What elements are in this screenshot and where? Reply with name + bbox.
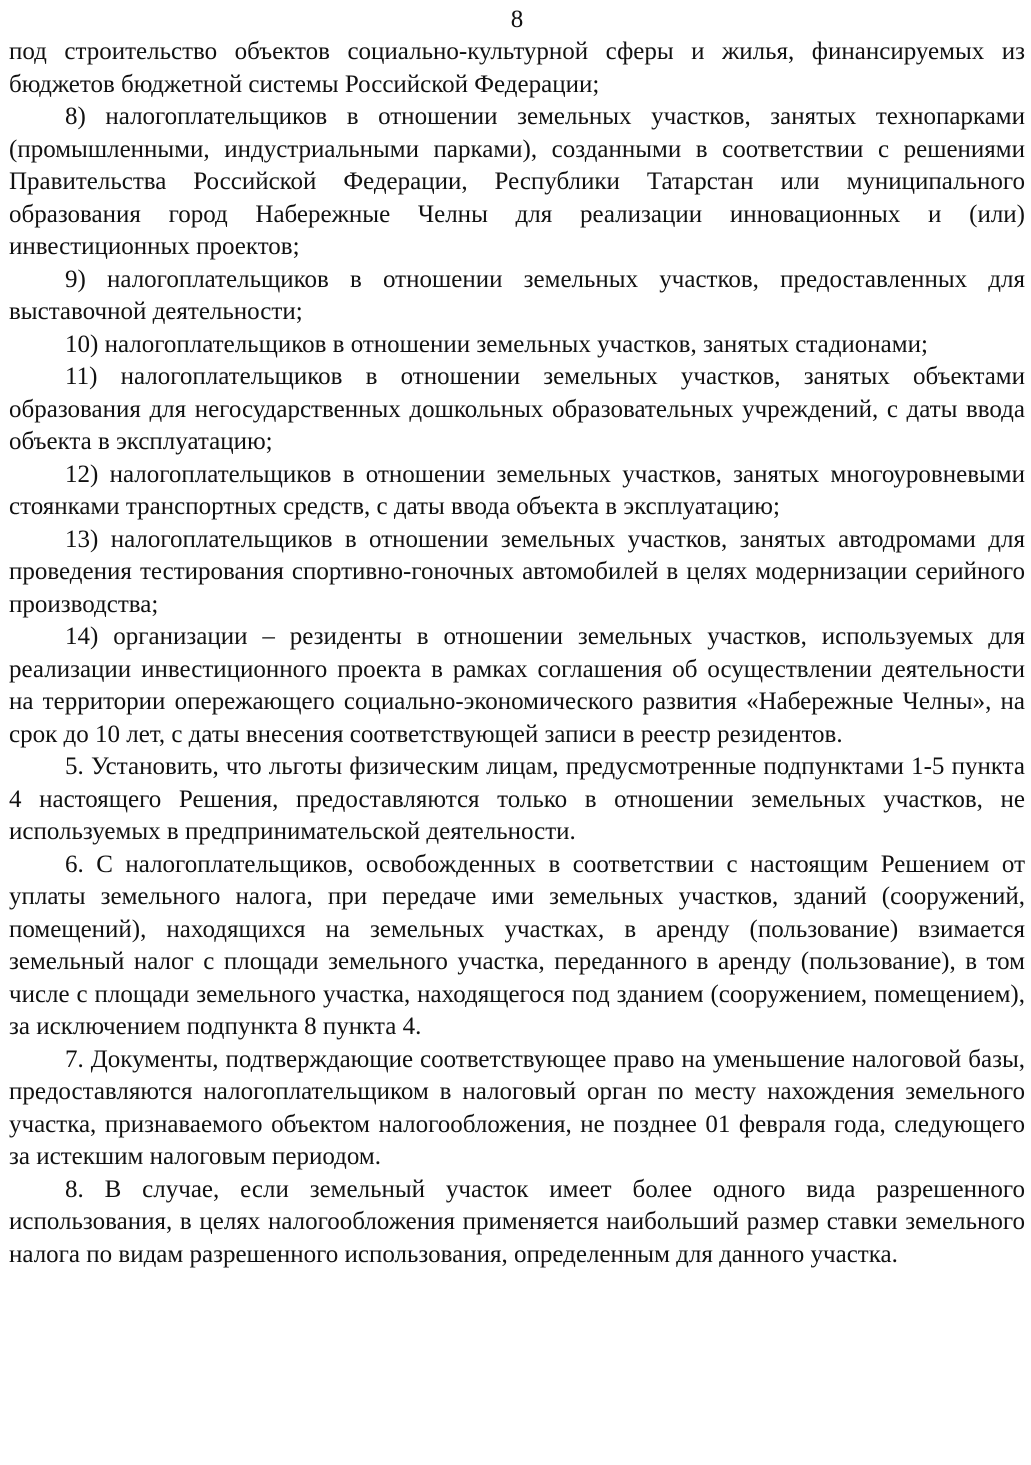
document-page [9,4,1025,1271]
page-number: 8 [510,6,524,33]
paragraph-section-6: 6. С налогоплательщиков, освобожденных в соответствии с настоящим Решением от уплаты земельного налога, при передаче ими земельных участков, зданий (сооружений, помещений), находящихся на земельных участках, в аренду (пользование) взимается земельный налог с площади земельного участка, переданного в аренду (пользование), в том числе с площади земельного участка, находящегося под зданием (сооружением, помещением), за исключением подпункта 8 пункта 4. [9,850,1025,1040]
paragraph-section-8: 8. В случае, если земельный участок имеет более одного вида разрешенного использования, в целях налогообложения применяется наибольший размер ставки земельного налога по видам разрешенного использования, определенным для данного участка. [9,1175,1025,1268]
paragraph-item-13: 13) налогоплательщиков в отношении земельных участков, занятых автодромами для проведения тестирования спортивно-гоночных автомобилей в целях модернизации серийного производства; [9,525,1025,618]
paragraph-item-9: 9) налогоплательщиков в отношении земельных участков, предоставленных для выставочной деятельности; [9,265,1025,325]
paragraph-item-8: 8) налогоплательщиков в отношении земельных участков, занятых технопарками (промышленными, индустриальными парками), созданными в соответствии с решениями Правительства Российской Федерации, Республики Татарстан или муниципального образования город Набережные Челны для реализации инновационных и (или) инвестиционных проектов; [9,103,1025,260]
paragraph-section-5: 5. Установить, что льготы физическим лицам, предусмотренные подпунктами 1-5 пункта 4 настоящего Решения, предоставляются только в отношении земельных участков, не используемых в предпринимательской деятельности. [9,753,1025,845]
paragraph-item-14: 14) организации – резиденты в отношении земельных участков, используемых для реализации инвестиционного проекта в рамках соглашения об осуществлении деятельности на территории опережающего социально-экономического развития «Набережные Челны», на срок до 10 лет, с даты внесения соответствующей записи в реестр резидентов. [9,623,1025,748]
paragraph-continuation: под строительство объектов социально-культурной сферы и жилья, финансируемых из бюджетов бюджетной системы Российской Федерации; [9,38,1025,98]
paragraph-section-7: 7. Документы, подтверждающие соответствующее право на уменьшение налоговой базы, предоставляются налогоплательщиком в налоговый орган по месту нахождения земельного участка, признаваемого объектом налогообложения, не позднее 01 февраля года, следующего за истекшим налоговым периодом. [9,1045,1025,1170]
paragraph-item-11: 11) налогоплательщиков в отношении земельных участков, занятых объектами образования для негосударственных дошкольных образовательных учреждений, с даты ввода объекта в эксплуатацию; [9,363,1025,455]
paragraph-item-12: 12) налогоплательщиков в отношении земельных участков, занятых многоуровневыми стоянками транспортных средств, с даты ввода объекта в эксплуатацию; [9,460,1025,520]
paragraph-item-10: 10) налогоплательщиков в отношении земельных участков, занятых стадионами; [65,330,928,358]
